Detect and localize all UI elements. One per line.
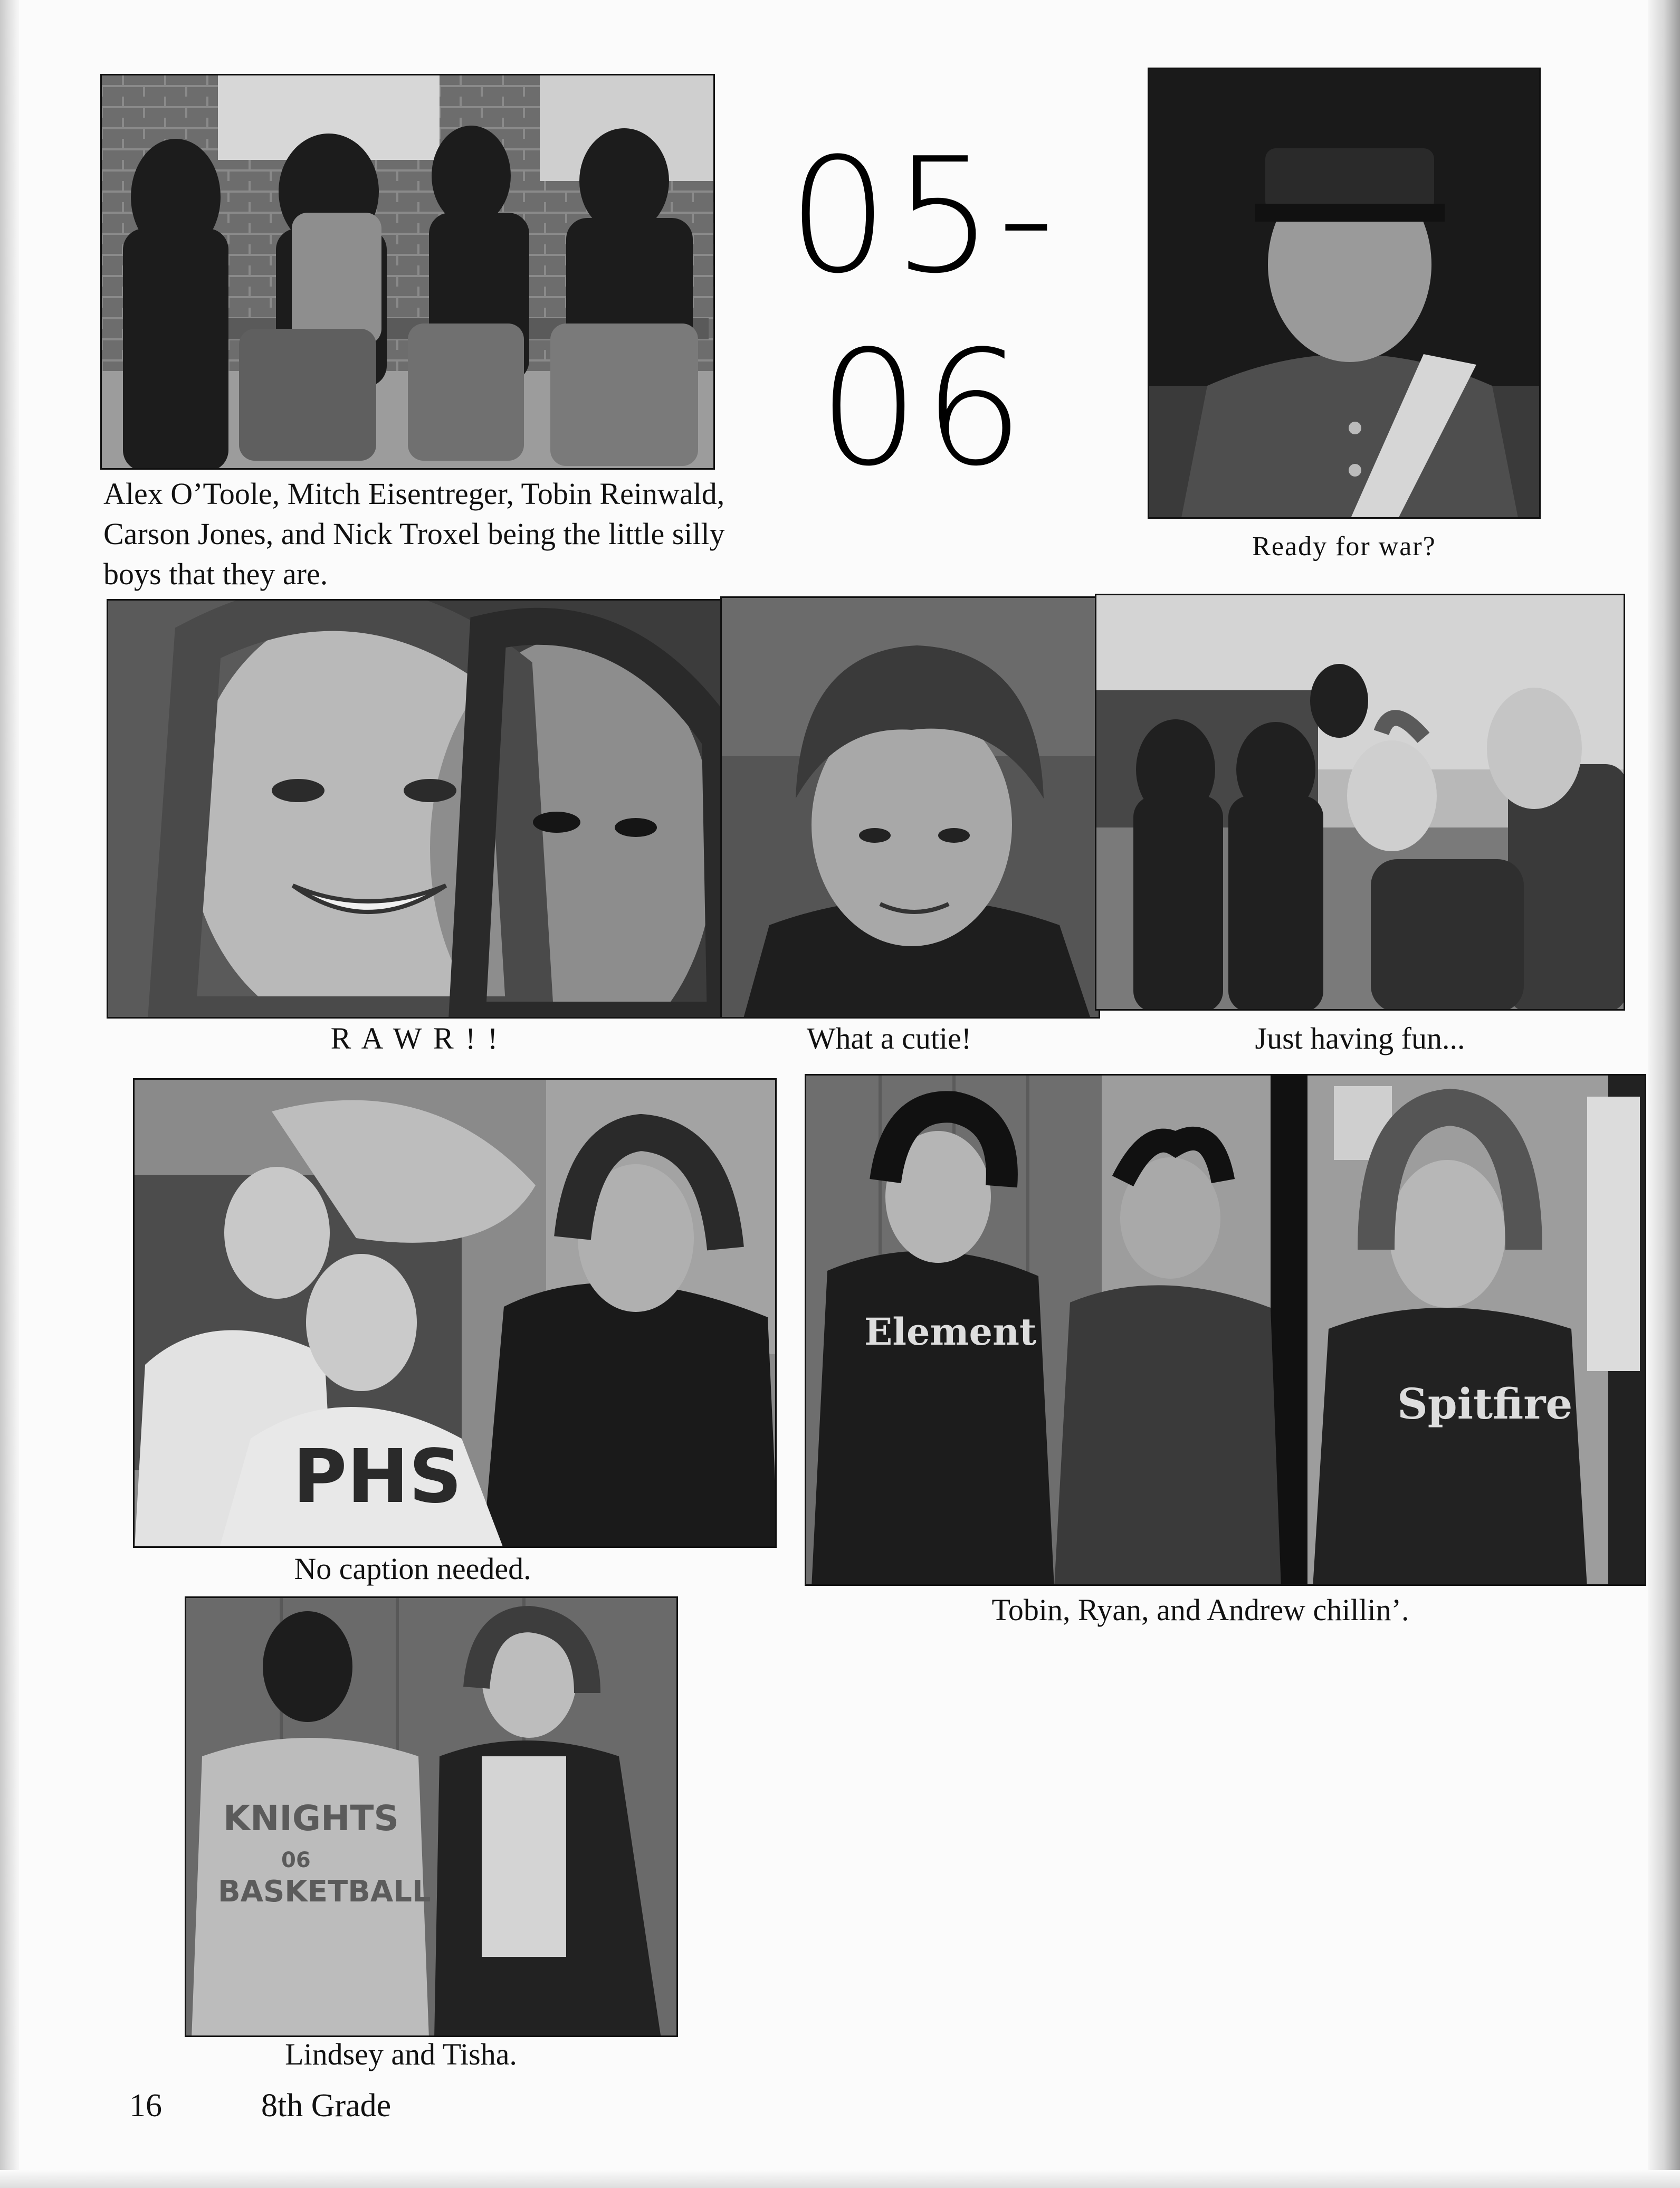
phs-shirt-print: PHS (293, 1434, 462, 1520)
photo-lindsey-tisha-image (186, 1598, 678, 2037)
caption-war-costume: Ready for war? (1252, 531, 1436, 562)
knights-year-shirt-print: 06 (281, 1848, 311, 1872)
page-binding-edge (0, 0, 19, 2188)
photo-boy-closeup-image (722, 598, 1100, 1019)
caption-boys-hoodies: Alex O’Toole, Mitch Eisentreger, Tobin Reinwald, Carson Jones, and Nick Troxel being the little silly boys that they are. (103, 477, 725, 591)
caption-two-girls: R A W R ! ! (330, 1021, 500, 1055)
caption-three-boys-lockers: Tobin, Ryan, and Andrew chillin’. (991, 1593, 1409, 1627)
photo-group-outdoors (1095, 594, 1625, 1011)
section-label: 8th Grade (261, 2088, 392, 2124)
photo-two-girls (107, 599, 724, 1019)
photo-boys-hoodies-image (102, 75, 715, 470)
photo-three-boys-lockers-image (806, 1076, 1646, 1586)
basketball-shirt-print: BASKETBALL (218, 1875, 431, 1909)
photo-war-costume (1148, 68, 1541, 519)
page-bottom-edge (0, 2170, 1680, 2188)
page-title-line-1: 05- (788, 124, 1059, 308)
photo-war-costume-image (1149, 69, 1541, 519)
caption-lindsey-tisha: Lindsey and Tisha. (285, 2037, 517, 2071)
photo-boys-hoodies (100, 74, 715, 470)
photo-group-outdoors-image (1096, 595, 1625, 1011)
caption-group-outdoors: Just having fun... (1255, 1021, 1465, 1055)
photo-boy-closeup (720, 596, 1100, 1019)
caption-boy-closeup: What a cutie! (806, 1021, 972, 1055)
knights-shirt-print: KNIGHTS (223, 1798, 399, 1839)
element-shirt-print: Element (864, 1310, 1037, 1354)
photo-two-girls-image (108, 601, 724, 1019)
photo-three-boys-lockers (805, 1074, 1646, 1586)
caption-three-girls: No caption needed. (294, 1552, 531, 1586)
page-number: 16 (129, 2088, 162, 2124)
spitfire-shirt-print: Spitfire (1397, 1379, 1573, 1429)
page-right-edge (1648, 0, 1680, 2188)
page-title-line-2: 06 (818, 317, 1028, 501)
photo-three-girls (133, 1078, 777, 1548)
photo-lindsey-tisha (185, 1596, 678, 2037)
photo-three-girls-image (135, 1080, 777, 1548)
